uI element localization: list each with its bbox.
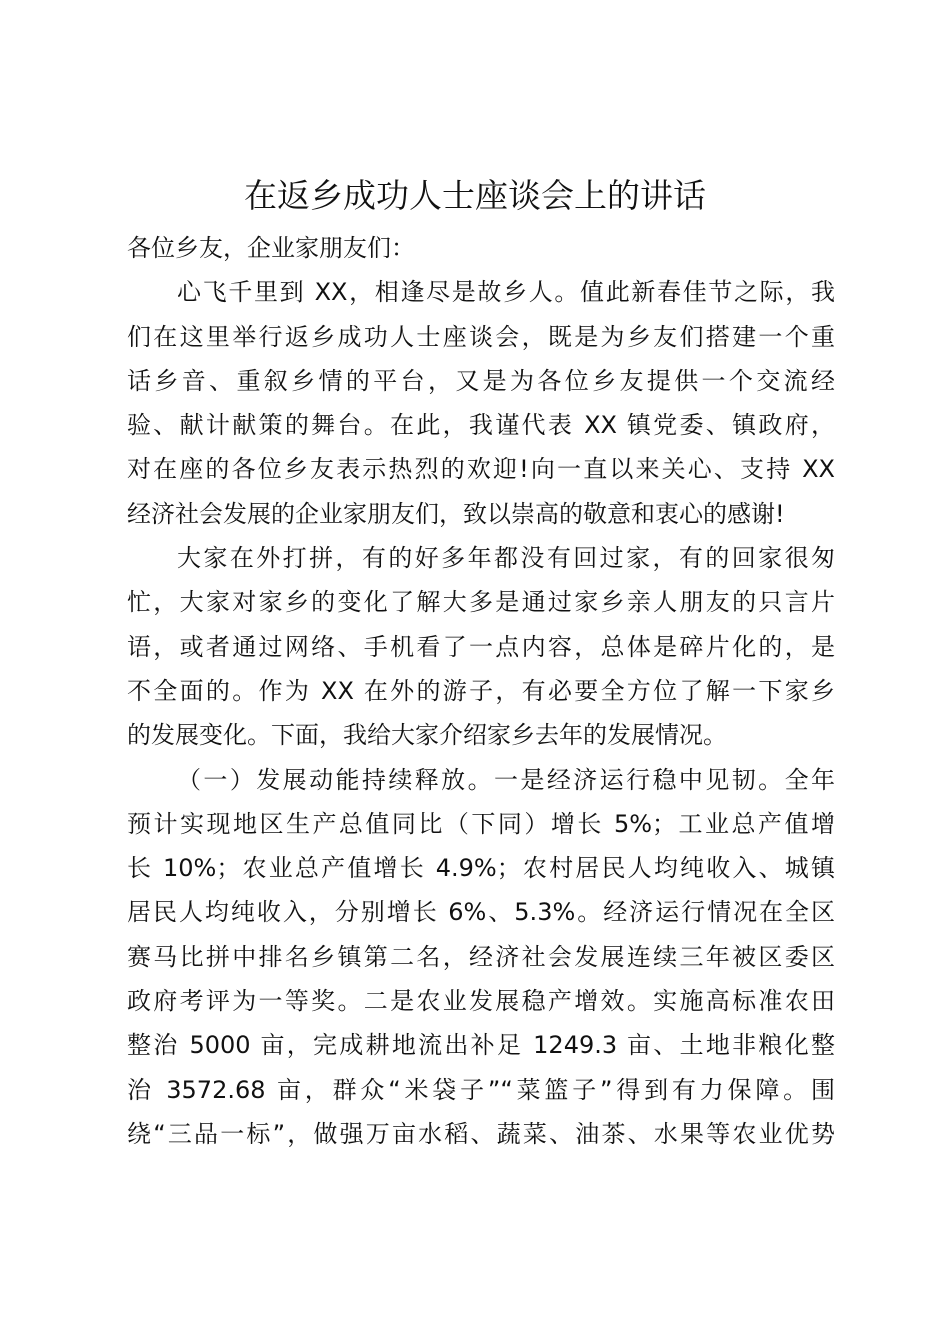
paragraph-line: 居民人均纯收入，分别增长 6%、5.3%。经济运行情况在全区 [127, 898, 835, 927]
paragraph-line: （一）发展动能持续释放。一是经济运行稳中见韧。全年 [177, 765, 835, 794]
paragraph-line: 政府考评为一等奖。二是农业发展稳产增效。实施高标准农田 [127, 987, 835, 1016]
paragraph-1 [127, 270, 835, 536]
paragraph-line: 经济社会发展的企业家朋友们，致以崇高的敬意和衷心的感谢! [127, 499, 785, 528]
paragraph-line: 的发展变化。下面，我给大家介绍家乡去年的发展情况。 [127, 721, 727, 750]
paragraph-line: 验、献计献策的舞台。在此，我谨代表 XX 镇党委、镇政府， [127, 411, 835, 440]
paragraph-line: 们在这里举行返乡成功人士座谈会，既是为乡友们搭建一个重 [127, 322, 835, 351]
paragraph-line: 绕“三品一标”，做强万亩水稻、蔬菜、油茶、水果等农业优势 [127, 1119, 835, 1148]
paragraph-2 [127, 536, 835, 757]
paragraph-line: 赛马比拼中排名乡镇第二名，经济社会发展连续三年被区委区 [127, 942, 835, 971]
salutation: 各位乡友，企业家朋友们： [127, 234, 415, 262]
paragraph-3 [127, 758, 835, 1157]
paragraph-line: 心飞千里到 XX，相逢尽是故乡人。值此新春佳节之际，我 [177, 278, 835, 307]
paragraph-line: 治 3572.68 亩，群众“米袋子”“菜篮子”得到有力保障。围 [127, 1075, 835, 1104]
paragraph-line: 不全面的。作为 XX 在外的游子，有必要全方位了解一下家乡 [127, 676, 835, 705]
document-body [127, 226, 835, 1156]
document-title: 在返乡成功人士座谈会上的讲话 [244, 176, 706, 215]
paragraph-line: 对在座的各位乡友表示热烈的欢迎!向一直以来关心、支持 XX [127, 455, 835, 484]
paragraph-line: 语，或者通过网络、手机看了一点内容，总体是碎片化的，是 [127, 632, 835, 661]
paragraph-line: 整治 5000 亩，完成耕地流出补足 1249.3 亩、土地非粮化整 [127, 1031, 835, 1060]
paragraph-line: 预计实现地区生产总值同比（下同）增长 5%；工业总产值增 [127, 809, 835, 838]
paragraph-line: 话乡音、重叙乡情的平台，又是为各位乡友提供一个交流经 [127, 366, 835, 395]
paragraph-line: 忙，大家对家乡的变化了解大多是通过家乡亲人朋友的只言片 [127, 588, 835, 617]
paragraph-line: 大家在外打拼，有的好多年都没有回过家，有的回家很匆 [177, 544, 835, 573]
paragraph-line: 长 10%；农业总产值增长 4.9%；农村居民人均纯收入、城镇 [127, 854, 835, 883]
